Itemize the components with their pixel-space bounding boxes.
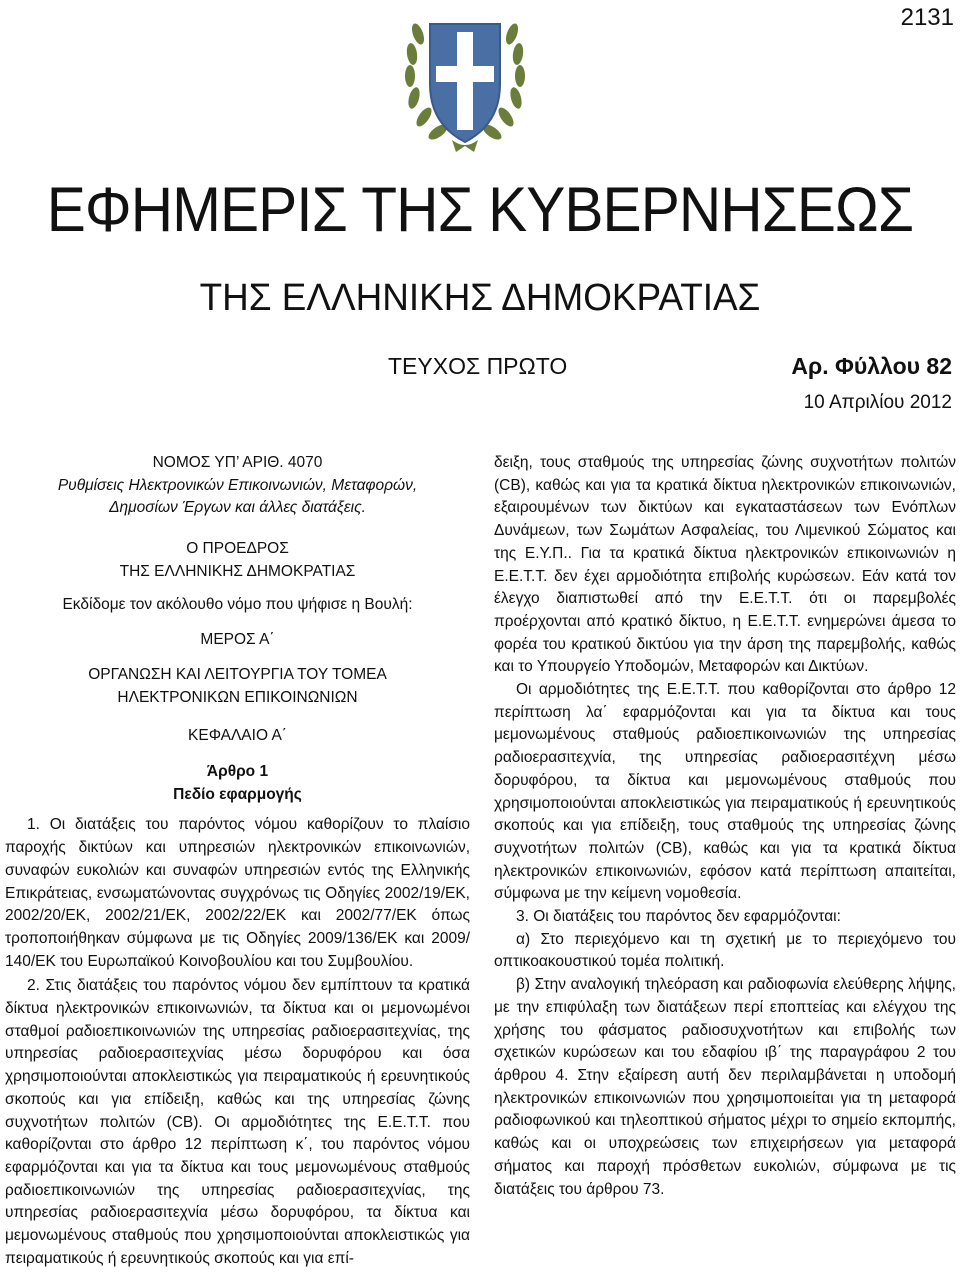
issue-row (388, 348, 952, 384)
paragraph: 2. Στις διατάξεις του παρόντος νόμου δεν εμπίπτουν τα κρατικά δίκτυα ηλεκτρονικών επικοινωνιών, τα δίκτυα και οι μεμονωμένοι σταθμοί ραδιοεπικοινωνιών της υπηρεσίας ραδιοερασιτεχνίας, της υπηρεσίας ραδιοερασιτεχνίας μέσω δορυφόρου και όσα χρησιμοποιούνται αποκλειστικώς για πειραματικούς ή ερευνητικούς σκοπούς και για επίδειξη, καθώς και της υπηρεσίας ζώνης συχνοτήτων πολιτών (CB). Οι αρμοδιότητες της Ε.Ε.Τ.Τ. που καθορίζονται στο άρθρο 12 περίπτωση κ΄, του παρόντος νόμου εφαρμόζονται και για τα δίκτυα και τους μεμονωμένους σταθμούς ραδιοεπικοινωνιών της υπηρεσίας ραδιοερασιτεχνίας, της υπηρεσίας ραδιοερασιτεχνία μέσω δορυφόρου, τα δίκτυα και μεμονωμένους σταθμούς που χρησιμοποιούνται αποκλειστικώς για πειραματικούς ή ερευνητικούς σκοπούς και για επί- (5, 977, 470, 1267)
sheet-number: Αρ. Φύλλου 82 (791, 353, 952, 379)
right-column (494, 452, 956, 1201)
paragraph: β) Στην αναλογική τηλεόραση και ραδιοφωνία ελεύθερης λήψης, με την επιφύλαξη των διατάξεων περί εποπτείας και ελέγχου της χρήσης του φάσματος ραδιοσυχνοτήτων και επιβολής των σχετικών κυρώσεων και του εδαφίου ιβ΄ της παραγράφου 2 του άρθρου 4. Στην εξαίρεση αυτή δεν περιλαμβάνεται η υποδομή ηλεκτρονικών επικοινωνιών που χρησιμοποιείται για τη μεταφορά ραδιοφωνικού και τηλεοπτικού σήματος μέχρι το σημείο εκπομπής, καθώς και οι υποχρεώσεις των επιχειρήσεων για μεταφορά σήματος και παροχή πρόσθετων ευκολιών, σύμφωνα με τις διατάξεις του άρθρου 73. (494, 976, 956, 1198)
article-heading: Άρθρο 1 (206, 763, 269, 781)
masthead-title: ΕΦΗΜΕΡΙΣ ΤΗΣ ΚΥΒΕΡΝΗΣΕΩΣ (46, 175, 914, 245)
issue-date: 10 Απριλίου 2012 (803, 392, 952, 413)
president-heading (5, 538, 470, 583)
president-line: ΤΗΣ ΕΛΛΗΝΙΚΗΣ ΔΗΜΟΚΡΑΤΙΑΣ (119, 562, 356, 580)
part-heading: ΜΕΡΟΣ Α΄ (200, 631, 275, 649)
chapter-heading: ΚΕΦΑΛΑΙΟ Α΄ (188, 727, 287, 745)
part-title-line: ΗΛΕΚΤΡΟΝΙΚΩΝ ΕΠΙΚΟΙΝΩΝΙΩΝ (117, 688, 358, 706)
issue-label: ΤΕΥΧΟΣ ΠΡΩΤΟ (388, 353, 568, 379)
part-title (5, 664, 470, 709)
paragraph: Οι αρμοδιότητες της Ε.Ε.Τ.Τ. που καθορίζονται στο άρθρο 12 περίπτωση λα΄ εφαρμόζονται και για τα δίκτυα και τους μεμονωμένους σταθμούς ραδιοεπικοινωνιών της υπηρεσίας ραδιοερασιτεχνία, της υπηρεσίας ραδιοερασιτέχνη μέσω δορυφόρου, τα δίκτυα και μεμονωμένους σταθμούς που χρησιμοποιούνται αποκλειστικώς για πειραματικούς ή ερευνητικούς σκοπούς και για επίδειξη, τους σταθμούς της υπηρεσίας ζώνης συχνοτήτων πολιτών (CB), καθώς και για τα κρατικά δίκτυα ηλεκτρονικών επικοινωνιών, εφόσον κατά περίπτωση απαιτείται, σύμφωνα με την κείμενη νομοθεσία. (494, 681, 956, 903)
paragraph: 3. Οι διατάξεις του παρόντος δεν εφαρμόζονται: (516, 908, 841, 926)
law-subject-line: Ρυθμίσεις Ηλεκτρονικών Επικοινωνιών, Μεταφορών, (57, 476, 418, 494)
law-subject (5, 475, 470, 520)
decree-text: Εκδίδομε τον ακόλουθο νόμο που ψήφισε η Βουλή: (62, 595, 413, 613)
paragraph: 1. Οι διατάξεις του παρόντος νόμου καθορίζουν το πλαίσιο παροχής δικτύων και υπηρεσιών ηλεκτρονικών επικοινωνιών, συναφών ευκολιών και συναφών υπηρεσιών εντός της Ελληνικής Επικράτειας, ενσωματώνοντας συγχρόνως τις Οδηγίες 2002/19/ΕΚ, 2002/20/ΕΚ, 2002/21/ΕΚ, 2002/22/ΕΚ και 2002/77/ΕΚ όπως τροποποιήθηκαν σύμφωνα με τις Οδηγίες 2009/136/ΕΚ και 2009/ 140/ΕΚ του Ευρωπαϊκού Κοινοβουλίου και του Συμβουλίου. (5, 816, 470, 970)
president-line: Ο ΠΡΟΕΔΡΟΣ (186, 540, 289, 558)
page-number: 2131 (900, 4, 954, 31)
paragraph: α) Στο περιεχόμενο και τη σχετική με το περιεχόμενο του οπτικοακουστικού τομέα πολιτική. (494, 930, 956, 971)
masthead-subtitle: ΤΗΣ ΕΛΛΗΝΙΚΗΣ ΔΗΜΟΚΡΑΤΙΑΣ (199, 277, 761, 319)
paragraph: δειξη, τους σταθμούς της υπηρεσίας ζώνης συχνοτήτων πολιτών (CB), καθώς και για τα κρατικά δίκτυα ηλεκτρονικών επικοινωνιών, εξαιρουμένων των δικτύων και εγκαταστάσεων των Ενόπλων Δυνάμεων, των Σωμάτων Ασφαλείας, του Λιμενικού Σώματος και της Ε.Υ.Π.. Για τα κρατικά δίκτυα ηλεκτρονικών επικοινωνιών η Ε.Ε.Τ.Τ. δεν έχει αρμοδιότητα επιβολής κυρώσεων. Εάν κατά τον έλεγχο διαπιστωθεί από την Ε.Ε.Τ.Τ. ότι οι παρεμβολές προέρχονται από κρατικό δίκτυο, η Ε.Ε.Τ.Τ. ενημερώνει άμεσα το φορέα του κρατικού δικτύου για την άρση της παρεμβολής, καθώς και το Υπουργείο Υποδομών, Μεταφορών και Δικτύων. (494, 454, 956, 676)
law-title (5, 452, 470, 475)
law-number: ΝΟΜΟΣ ΥΠ’ ΑΡΙΘ. 4070 (152, 454, 323, 471)
greek-coat-of-arms-icon (400, 4, 530, 154)
article-title: Πεδίο εφαρμογής (173, 785, 302, 803)
part-title-line: ΟΡΓΑΝΩΣΗ ΚΑΙ ΛΕΙΤΟΥΡΓΙΑ ΤΟΥ ΤΟΜΕΑ (88, 665, 387, 683)
law-subject-line: Δημοσίων Έργων και άλλες διατάξεις. (109, 499, 366, 517)
left-column (5, 452, 470, 1271)
